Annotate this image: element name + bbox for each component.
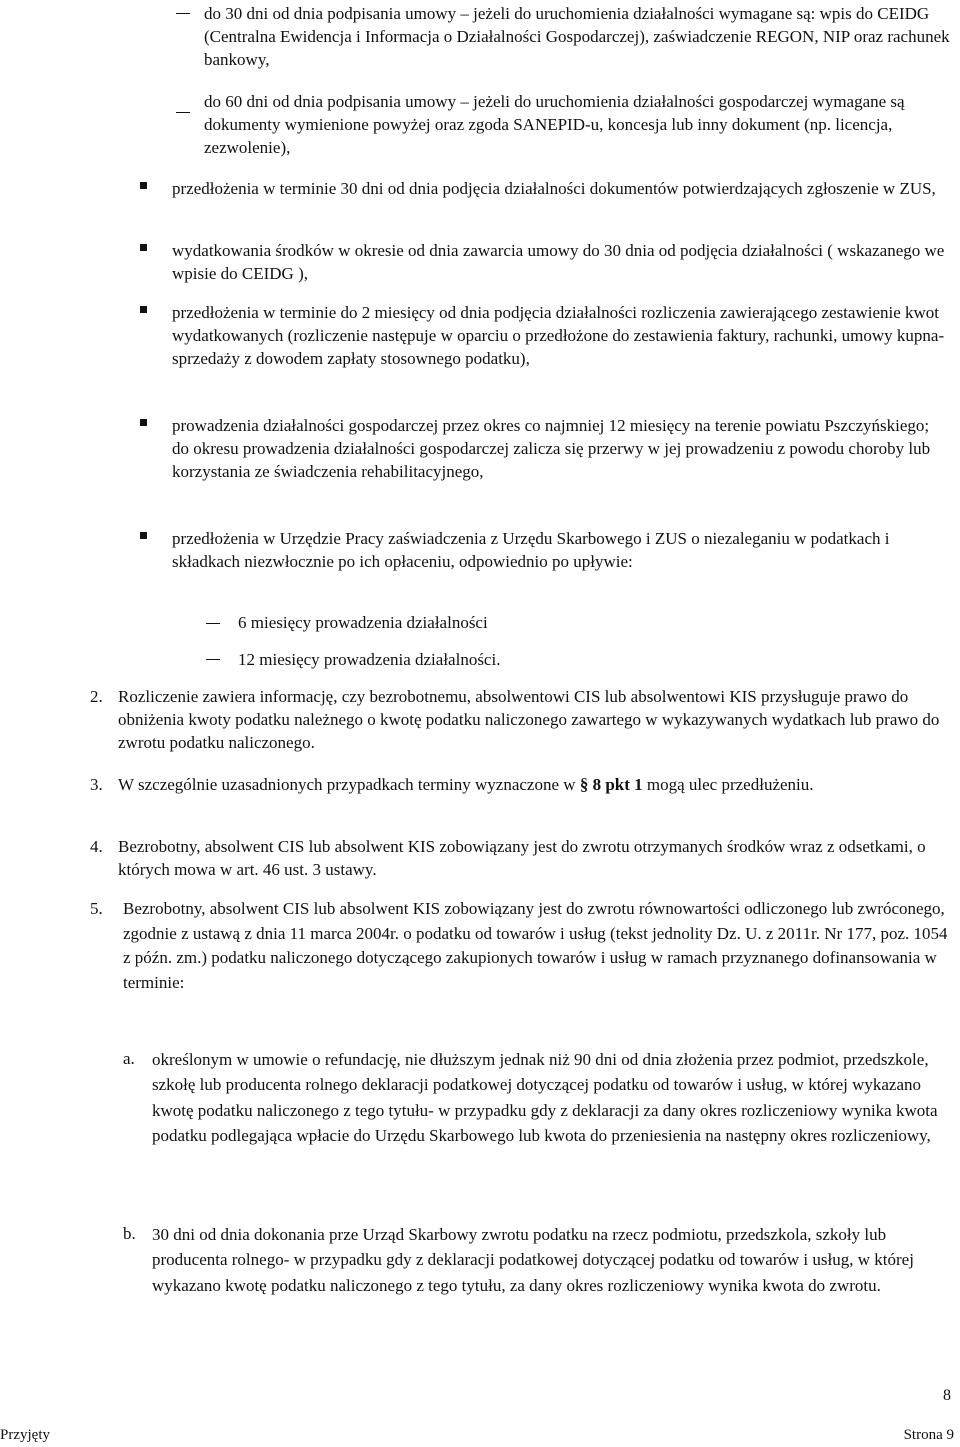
sub-dash-item: 12 miesięcy prowadzenia działalności. [238,650,501,669]
point-text: Bezrobotny, absolwent CIS lub absolwent KIS zobowiązany jest do zwrotu otrzymanych środków wraz z odsetkami, o których mowa w art. 46 ust. 3 ustawy. [118,837,926,880]
bullet-item: przedłożenia w terminie 30 dni od dnia podjęcia działalności dokumentów potwierdzających zgłoszenie w ZUS, [172,179,936,198]
point-number: 3. [90,775,103,794]
dash-marker [206,623,220,624]
square-bullet-icon [140,532,147,539]
point-text-post: mogą ulec przedłużeniu. [642,775,814,794]
letter-label: a. [123,1049,135,1068]
letter-label: b. [123,1224,136,1243]
footer-left: Przyjęty [0,1427,50,1443]
sub-dash-item: 6 miesięcy prowadzenia działalności [238,613,488,632]
bullet-item: wydatkowania środków w okresie od dnia zawarcia umowy do 30 dnia od podjęcia działalności ( wskazanego we wpisie do CEIDG ), [172,241,945,284]
bullet-item: prowadzenia działalności gospodarczej przez okres co najmniej 12 miesięcy na terenie powiatu Pszczyńskiego; do okresu prowadzenia działalności gospodarczej zalicza się przerwy w jej prowadzeniu z powodu choroby lub korzystania ze świadczenia rehabilitacyjnego, [172,416,931,482]
point-text [118,773,950,796]
bullet-item: przedłożenia w terminie do 2 miesięcy od dnia podjęcia działalności rozliczenia zawierającego zestawienie kwot wydatkowanych (rozliczenie następuje w oparciu o przedłożone do zestawienia faktury, rachunki, umowy kupna- sprzedaży z dowodem zapłaty stosownego podatku), [172,303,945,369]
square-bullet-icon [140,244,147,251]
dash-marker [206,659,220,660]
point-number: 5. [90,899,103,918]
point-text: Bezrobotny, absolwent CIS lub absolwent KIS zobowiązany jest do zwrotu równowartości odliczonego lub zwróconego, zgodnie z ustawą z dnia 11 marca 2004r. o podatku od towarów i usług (tekst jednolity Dz. U. z 2011r. Nr 177, poz. 1054 z późn. zm.) podatku naliczonego dotyczącego zakupionych towarów i usług w ramach przyznanego dofinansowania w terminie: [123,899,948,992]
point-number: 2. [90,687,103,706]
page-number: 8 [943,1387,951,1404]
footer-right: Strona 9 [903,1427,954,1443]
point-text-pre: W szczególnie uzasadnionych przypadkach terminy wyznaczone w [118,775,580,794]
square-bullet-icon [140,306,147,313]
point-number: 4. [90,837,103,856]
bullet-item: przedłożenia w Urzędzie Pracy zaświadczenia z Urzędu Skarbowego i ZUS o niezaleganiu w podatkach i składkach niezwłocznie po ich opłaceniu, odpowiednio po upływie: [172,529,890,572]
dash-item: do 60 dni od dnia podpisania umowy – jeżeli do uruchomienia działalności gospodarczej wymagane są dokumenty wymienione powyżej oraz zgoda SANEPID-u, koncesja lub inny dokument (np. licencja, zezwolenie), [204,92,905,158]
dash-marker [176,112,190,113]
point-text: Rozliczenie zawiera informację, czy bezrobotnemu, absolwentowi CIS lub absolwentowi KIS przysługuje prawo do obniżenia kwoty podatku należnego o kwotę podatku naliczonego zawartego w wykazywanych wydatkach lub prawo do zwrotu podatku naliczonego. [118,687,940,753]
square-bullet-icon [140,182,147,189]
square-bullet-icon [140,419,147,426]
paragraph-reference: § 8 pkt 1 [579,775,643,794]
dash-marker [176,13,190,14]
letter-text: 30 dni od dnia dokonania prze Urząd Skarbowy zwrotu podatku na rzecz podmiotu, przedszkola, szkoły lub producenta rolnego- w przypadku gdy z deklaracji podatkowej dotyczącej podatku od towarów i usług, w której wykazano kwotę podatku naliczonego z tego tytułu, za dany okres rozliczeniowy wynika kwota do zwrotu. [152,1225,914,1295]
dash-item: do 30 dni od dnia podpisania umowy – jeżeli do uruchomienia działalności wymagane są: wpis do CEIDG (Centralna Ewidencja i Informacja o Działalności Gospodarczej), zaświadczenie REGON, NIP oraz rachunek bankowy, [204,4,950,70]
letter-text: określonym w umowie o refundację, nie dłuższym jednak niż 90 dni od dnia złożenia przez podmiot, przedszkole, szkołę lub producenta rolnego deklaracji podatkowej dotyczącej podatku od towarów i usług, w której wykazano kwotę podatku naliczonego z tego tytułu- w przypadku gdy z deklaracji za dany okres rozliczeniowy wynika kwota podatku podlegająca wpłacie do Urzędu Skarbowego lub kwota do przeniesienia na następny okres rozliczeniowy, [152,1050,938,1145]
